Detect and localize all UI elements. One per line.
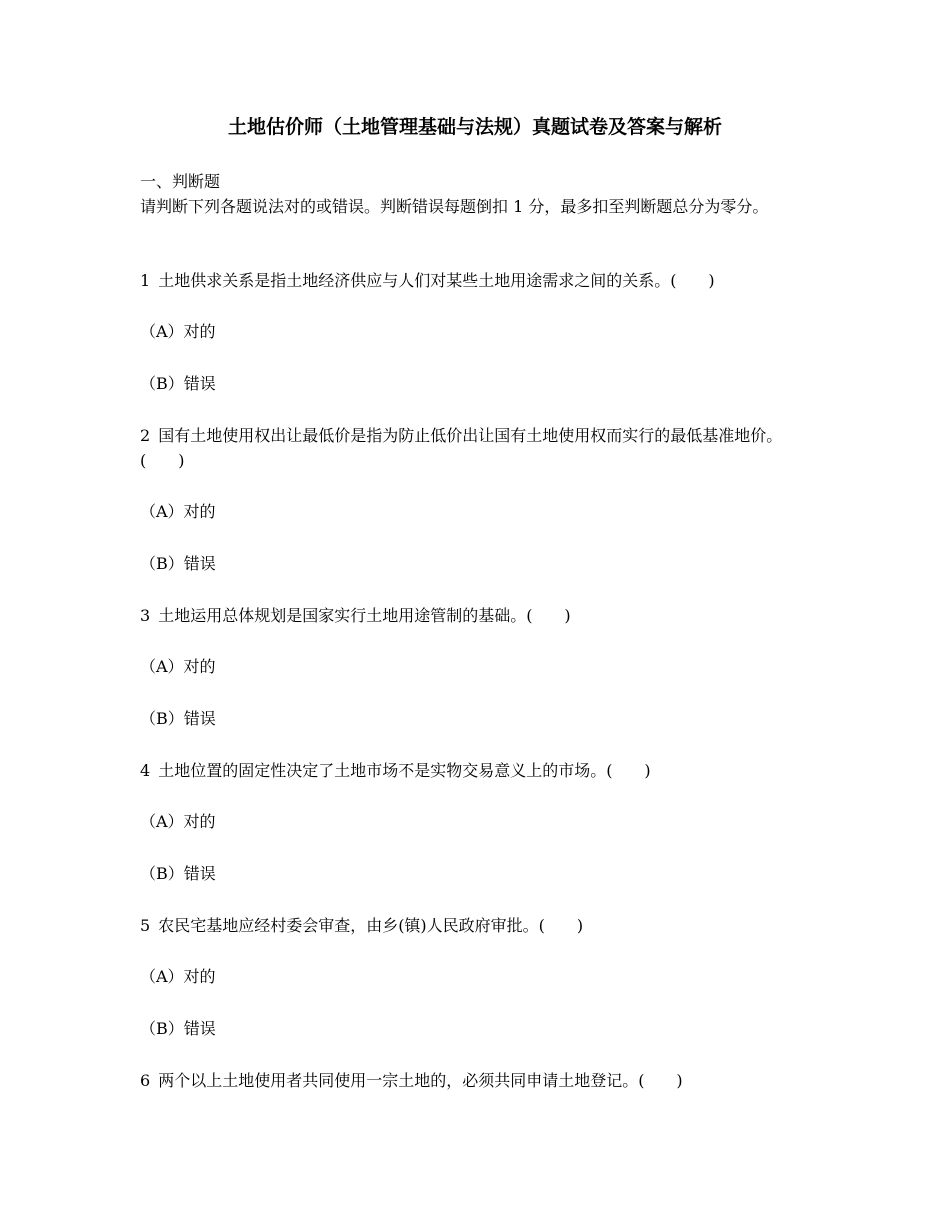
question-number: 4	[140, 761, 151, 780]
option-b[interactable]: （B）错误	[140, 1019, 216, 1038]
question-body: 土地位置的固定性决定了土地市场不是实物交易意义上的市场。( )	[158, 761, 651, 780]
question-text	[140, 603, 815, 628]
question-number: 2	[140, 426, 151, 445]
option-b[interactable]: （B）错误	[140, 374, 216, 393]
document-title: 土地估价师（土地管理基础与法规）真题试卷及答案与解析	[227, 116, 722, 138]
section-heading: 一、判断题	[140, 172, 221, 191]
question-item	[140, 423, 815, 576]
question-item	[140, 913, 815, 1041]
question-body: 两个以上土地使用者共同使用一宗土地的，必须共同申请土地登记。( )	[158, 1071, 683, 1090]
option-a[interactable]: （A）对的	[140, 322, 216, 341]
option-a[interactable]: （A）对的	[140, 967, 216, 986]
question-text	[140, 268, 815, 293]
question-item	[140, 758, 815, 886]
question-text	[140, 758, 815, 783]
question-number: 3	[140, 606, 151, 625]
question-text	[140, 1068, 815, 1093]
question-item	[140, 603, 815, 731]
option-a[interactable]: （A）对的	[140, 502, 216, 521]
option-b[interactable]: （B）错误	[140, 554, 216, 573]
question-text	[140, 423, 815, 473]
option-a[interactable]: （A）对的	[140, 657, 216, 676]
question-body: 农民宅基地应经村委会审查，由乡(镇)人民政府审批。( )	[158, 916, 584, 935]
question-text	[140, 913, 815, 938]
question-number: 6	[140, 1071, 151, 1090]
question-list	[140, 268, 815, 1119]
question-body: 土地运用总体规划是国家实行土地用途管制的基础。( )	[158, 606, 571, 625]
question-number: 5	[140, 916, 151, 935]
option-b[interactable]: （B）错误	[140, 864, 216, 883]
question-body: 土地供求关系是指土地经济供应与人们对某些土地用途需求之间的关系。( )	[158, 271, 715, 290]
option-a[interactable]: （A）对的	[140, 812, 216, 831]
question-number: 1	[140, 271, 151, 290]
question-item	[140, 1068, 815, 1093]
section-instruction: 请判断下列各题说法对的或错误。判断错误每题倒扣 1 分，最多扣至判断题总分为零分。	[140, 197, 769, 216]
option-b[interactable]: （B）错误	[140, 709, 216, 728]
question-body: 国有土地使用权出让最低价是指为防止低价出让国有土地使用权而实行的最低基准地价。( )	[140, 426, 783, 470]
question-item	[140, 268, 815, 396]
